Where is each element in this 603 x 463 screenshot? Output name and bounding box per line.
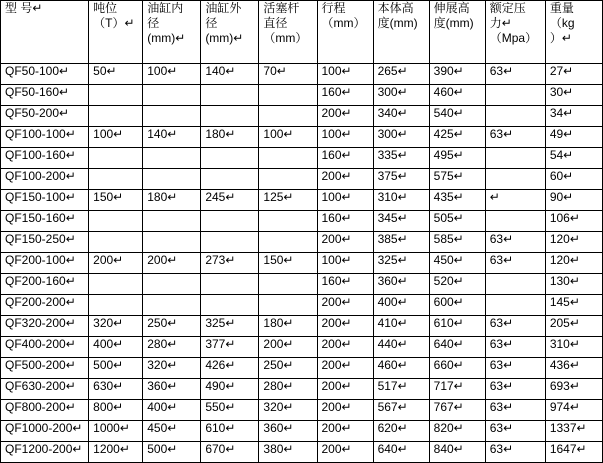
table-cell: 500↵ (143, 442, 201, 463)
cell-model: QF50-160↵ (1, 85, 89, 106)
table-cell: 575↵ (429, 169, 485, 190)
table-cell: 385↵ (373, 232, 429, 253)
column-header-piston_rod_diameter (259, 1, 317, 64)
column-header-stroke (317, 1, 373, 64)
table-row (1, 127, 603, 148)
table-cell: 90↵ (545, 190, 602, 211)
table-cell: 273↵ (201, 253, 259, 274)
table-cell (201, 211, 259, 232)
table-cell (485, 211, 545, 232)
column-header-line: 径(mm)↵ (147, 16, 186, 45)
table-cell: 974↵ (545, 400, 602, 421)
table-cell: 460↵ (429, 85, 485, 106)
table-cell: 200↵ (317, 421, 373, 442)
table-cell (259, 106, 317, 127)
table-cell (485, 85, 545, 106)
cell-model: QF1000-200↵ (1, 421, 89, 442)
table-row (1, 148, 603, 169)
table-cell (201, 85, 259, 106)
table-row (1, 253, 603, 274)
table-cell (201, 295, 259, 316)
header-row (1, 1, 603, 64)
table-cell: 375↵ (373, 169, 429, 190)
table-cell: 106↵ (545, 211, 602, 232)
column-header-rated_pressure (485, 1, 545, 64)
column-header-cylinder_outer_diameter (201, 1, 259, 64)
table-cell: 200↵ (317, 169, 373, 190)
table-cell: 300↵ (373, 85, 429, 106)
table-cell (89, 169, 143, 190)
table-cell: ↵ (485, 190, 545, 211)
table-cell: 585↵ (429, 232, 485, 253)
table-cell: 360↵ (259, 421, 317, 442)
column-header-line: 活塞杆 (263, 1, 300, 15)
table-cell: 160↵ (317, 274, 373, 295)
table-cell: 400↵ (373, 295, 429, 316)
table-cell: 200↵ (317, 442, 373, 463)
table-cell: 320↵ (143, 358, 201, 379)
table-cell (143, 106, 201, 127)
table-cell: 435↵ (429, 190, 485, 211)
table-cell: 450↵ (143, 421, 201, 442)
table-cell: 600↵ (429, 295, 485, 316)
table-cell: 670↵ (201, 442, 259, 463)
table-cell: 540↵ (429, 106, 485, 127)
column-header-line: 油缸外 (205, 1, 242, 15)
table-cell: 50↵ (89, 64, 143, 85)
cell-model: QF100-160↵ (1, 148, 89, 169)
table-cell (201, 148, 259, 169)
table-cell: 400↵ (89, 337, 143, 358)
table-cell: 100↵ (317, 64, 373, 85)
table-row (1, 232, 603, 253)
table-cell (143, 274, 201, 295)
column-header-line: 本体高 (377, 1, 414, 15)
column-header-line: 径(mm)↵ (205, 16, 244, 45)
table-cell: 27↵ (545, 64, 602, 85)
table-cell: 310↵ (545, 337, 602, 358)
table-cell: 63↵ (485, 253, 545, 274)
cell-model: QF630-200↵ (1, 379, 89, 400)
table-cell: 63↵ (485, 442, 545, 463)
column-header-line: 直径 (263, 16, 288, 30)
table-cell: 70↵ (259, 64, 317, 85)
table-cell: 280↵ (143, 337, 201, 358)
table-body (1, 64, 603, 463)
table-cell: 200↵ (317, 232, 373, 253)
table-cell (201, 232, 259, 253)
cell-model: QF150-100↵ (1, 190, 89, 211)
table-cell: 180↵ (143, 190, 201, 211)
table-cell: 180↵ (201, 127, 259, 148)
table-row (1, 379, 603, 400)
column-header-line: 行程 (321, 1, 346, 15)
table-cell: 505↵ (429, 211, 485, 232)
cell-model: QF150-250↵ (1, 232, 89, 253)
table-row (1, 358, 603, 379)
table-cell: 200↵ (317, 106, 373, 127)
table-cell: 800↵ (89, 400, 143, 421)
table-row (1, 64, 603, 85)
table-cell: 495↵ (429, 148, 485, 169)
table-cell (89, 274, 143, 295)
cell-model: QF400-200↵ (1, 337, 89, 358)
table-cell: 34↵ (545, 106, 602, 127)
table-cell: 140↵ (143, 127, 201, 148)
table-cell: 205↵ (545, 316, 602, 337)
table-cell: 335↵ (373, 148, 429, 169)
column-header-line: （mm） (263, 31, 308, 45)
table-header (1, 1, 603, 64)
table-cell: 100↵ (259, 127, 317, 148)
table-cell: 54↵ (545, 148, 602, 169)
table-cell: 100↵ (143, 64, 201, 85)
table-row (1, 274, 603, 295)
table-cell: 500↵ (89, 358, 143, 379)
column-header-weight (545, 1, 602, 64)
table-row (1, 421, 603, 442)
table-cell: 1200↵ (89, 442, 143, 463)
table-cell: 450↵ (429, 253, 485, 274)
table-cell: 63↵ (485, 400, 545, 421)
table-cell (201, 274, 259, 295)
column-header-line: 度(mm) (433, 16, 474, 30)
table-cell: 100↵ (317, 190, 373, 211)
table-cell: 130↵ (545, 274, 602, 295)
cell-model: QF100-200↵ (1, 169, 89, 190)
table-cell: 265↵ (373, 64, 429, 85)
column-header-extended_height (429, 1, 485, 64)
table-cell: 63↵ (485, 64, 545, 85)
table-cell: 517↵ (373, 379, 429, 400)
table-cell: 1647↵ (545, 442, 602, 463)
table-cell: 1337↵ (545, 421, 602, 442)
column-header-line: 型 号↵ (5, 1, 43, 15)
table-row (1, 295, 603, 316)
table-cell (259, 211, 317, 232)
table-cell: 630↵ (89, 379, 143, 400)
cell-model: QF50-200↵ (1, 106, 89, 127)
table-cell: 200↵ (317, 379, 373, 400)
table-cell: 245↵ (201, 190, 259, 211)
table-cell (259, 295, 317, 316)
table-cell: 150↵ (259, 253, 317, 274)
column-header-line: 额定压 (489, 1, 526, 15)
table-cell: 200↵ (143, 253, 201, 274)
table-cell (89, 232, 143, 253)
table-cell: 120↵ (545, 253, 602, 274)
table-cell: 320↵ (89, 316, 143, 337)
table-cell (89, 85, 143, 106)
table-cell: 310↵ (373, 190, 429, 211)
column-header-line: 度(mm) (377, 16, 418, 30)
table-row (1, 85, 603, 106)
table-cell (485, 148, 545, 169)
table-row (1, 337, 603, 358)
cell-model: QF800-200↵ (1, 400, 89, 421)
table-cell: 320↵ (259, 400, 317, 421)
table-cell: 49↵ (545, 127, 602, 148)
table-cell (485, 295, 545, 316)
table-cell: 436↵ (545, 358, 602, 379)
column-header-body_height (373, 1, 429, 64)
table-row (1, 106, 603, 127)
column-header-line: ）↵ (549, 31, 572, 45)
table-cell (89, 211, 143, 232)
table-cell: 660↵ (429, 358, 485, 379)
table-cell: 200↵ (317, 400, 373, 421)
table-cell: 345↵ (373, 211, 429, 232)
table-cell (485, 274, 545, 295)
table-cell (259, 85, 317, 106)
cell-model: QF100-100↵ (1, 127, 89, 148)
table-cell: 377↵ (201, 337, 259, 358)
column-header-line: （mm） (321, 16, 366, 30)
column-header-line: （Mpa） (489, 31, 538, 45)
table-cell: 520↵ (429, 274, 485, 295)
table-cell: 550↵ (201, 400, 259, 421)
table-cell (89, 106, 143, 127)
table-cell: 60↵ (545, 169, 602, 190)
table-row (1, 400, 603, 421)
table-cell: 610↵ (429, 316, 485, 337)
table-cell: 160↵ (317, 85, 373, 106)
table-cell: 63↵ (485, 232, 545, 253)
table-cell (143, 148, 201, 169)
table-cell: 250↵ (259, 358, 317, 379)
table-cell (143, 85, 201, 106)
table-cell: 63↵ (485, 127, 545, 148)
column-header-line: （T）↵ (93, 16, 135, 30)
table-cell (143, 295, 201, 316)
column-header-cylinder_inner_diameter (143, 1, 201, 64)
table-cell: 100↵ (317, 127, 373, 148)
table-cell: 693↵ (545, 379, 602, 400)
table-cell: 200↵ (317, 358, 373, 379)
table-cell: 160↵ (317, 211, 373, 232)
table-row (1, 442, 603, 463)
table-cell: 200↵ (317, 295, 373, 316)
table-cell: 460↵ (373, 358, 429, 379)
column-header-line: 力↵ (489, 16, 512, 30)
table-cell: 250↵ (143, 316, 201, 337)
table-cell (485, 169, 545, 190)
table-cell: 640↵ (373, 442, 429, 463)
table-cell (143, 232, 201, 253)
table-cell (201, 106, 259, 127)
cell-model: QF200-100↵ (1, 253, 89, 274)
table-row (1, 211, 603, 232)
table-cell: 490↵ (201, 379, 259, 400)
table-cell: 30↵ (545, 85, 602, 106)
table-cell: 325↵ (373, 253, 429, 274)
cell-model: QF500-200↵ (1, 358, 89, 379)
column-header-tonnage (89, 1, 143, 64)
table-cell (89, 295, 143, 316)
table-row (1, 169, 603, 190)
table-cell (259, 232, 317, 253)
cell-model: QF200-160↵ (1, 274, 89, 295)
table-cell: 840↵ (429, 442, 485, 463)
table-cell: 640↵ (429, 337, 485, 358)
table-cell: 280↵ (259, 379, 317, 400)
column-header-line: （kg (549, 16, 575, 30)
table-cell: 63↵ (485, 421, 545, 442)
column-header-line: 吨位 (93, 1, 118, 15)
cell-model: QF50-100↵ (1, 64, 89, 85)
table-cell: 63↵ (485, 337, 545, 358)
table-cell: 620↵ (373, 421, 429, 442)
table-cell: 360↵ (143, 379, 201, 400)
table-cell: 717↵ (429, 379, 485, 400)
table-cell (259, 169, 317, 190)
table-cell: 145↵ (545, 295, 602, 316)
column-header-model (1, 1, 89, 64)
table-cell: 380↵ (259, 442, 317, 463)
table-cell: 140↵ (201, 64, 259, 85)
table-cell (143, 211, 201, 232)
table-cell: 400↵ (143, 400, 201, 421)
table-cell (259, 148, 317, 169)
table-cell (143, 169, 201, 190)
table-cell: 325↵ (201, 316, 259, 337)
table-row (1, 190, 603, 211)
cell-model: QF1200-200↵ (1, 442, 89, 463)
cell-model: QF320-200↵ (1, 316, 89, 337)
table-cell: 390↵ (429, 64, 485, 85)
table-cell (201, 169, 259, 190)
table-cell: 767↵ (429, 400, 485, 421)
table-cell: 1000↵ (89, 421, 143, 442)
table-cell: 63↵ (485, 379, 545, 400)
table-cell: 425↵ (429, 127, 485, 148)
table-cell: 200↵ (89, 253, 143, 274)
column-header-line: 油缸内 (147, 1, 184, 15)
table-cell: 200↵ (317, 337, 373, 358)
table-cell: 820↵ (429, 421, 485, 442)
table-cell: 340↵ (373, 106, 429, 127)
column-header-line: 伸展高 (433, 1, 470, 15)
table-cell: 200↵ (259, 337, 317, 358)
table-cell: 300↵ (373, 127, 429, 148)
cell-model: QF150-160↵ (1, 211, 89, 232)
table-cell: 63↵ (485, 358, 545, 379)
table-cell: 200↵ (317, 316, 373, 337)
table-cell: 567↵ (373, 400, 429, 421)
table-cell: 610↵ (201, 421, 259, 442)
table-cell: 150↵ (89, 190, 143, 211)
table-cell (485, 106, 545, 127)
table-cell: 360↵ (373, 274, 429, 295)
cell-model: QF200-200↵ (1, 295, 89, 316)
table-cell (89, 148, 143, 169)
table-cell: 63↵ (485, 316, 545, 337)
column-header-line: 重量 (549, 1, 574, 15)
table-cell: 160↵ (317, 148, 373, 169)
table-cell: 426↵ (201, 358, 259, 379)
table-cell: 440↵ (373, 337, 429, 358)
table-cell: 100↵ (89, 127, 143, 148)
table-cell: 125↵ (259, 190, 317, 211)
table-cell: 120↵ (545, 232, 602, 253)
table-cell: 410↵ (373, 316, 429, 337)
table-cell: 100↵ (317, 253, 373, 274)
table-cell (259, 274, 317, 295)
table-cell: 180↵ (259, 316, 317, 337)
table-row (1, 316, 603, 337)
